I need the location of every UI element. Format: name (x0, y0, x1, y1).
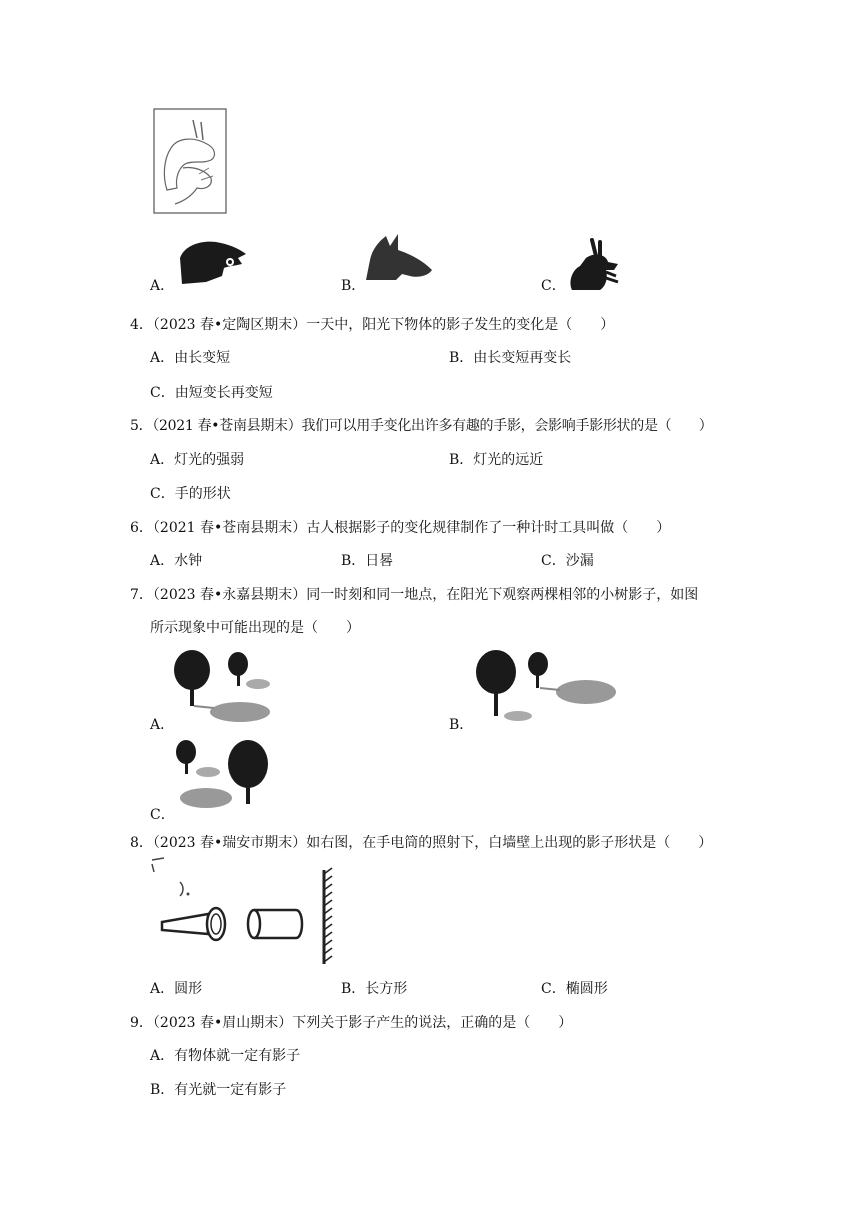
q8-option-a[interactable]: A．圆形 (150, 981, 203, 997)
question-7-stem-line2: 所示现象中可能出现的是（ ） (150, 620, 360, 636)
hand-shadow-photo (153, 108, 229, 216)
question-8-stem: 8．（2023 春•瑞安市期末）如右图，在手电筒的照射下，白墙壁上出现的影子形状是（ ） (130, 835, 713, 851)
question-7-stem-line1: 7．（2023 春•永嘉县期末）同一时刻和同一地点，在阳光下观察两棵相邻的小树影子，如图 (130, 587, 699, 603)
shadow-rabbit-image (566, 238, 626, 292)
q8-option-b[interactable]: B．长方形 (341, 981, 408, 997)
q7-option-b[interactable]: B． (449, 717, 474, 733)
question-5-stem: 5．（2021 春•苍南县期末）我们可以用手变化出许多有趣的手影，会影响手影形状的是（ ） (130, 418, 713, 434)
option-label: A． (150, 278, 175, 294)
option-label: B． (341, 278, 366, 294)
question-9-stem: 9．（2023 春•眉山期末）下列关于影子产生的说法，正确的是（ ） (130, 1015, 573, 1031)
q5-option-a[interactable]: A．灯光的强弱 (150, 452, 245, 468)
q7-option-a[interactable]: A． (150, 717, 175, 733)
q3-option-a[interactable] (150, 276, 174, 296)
shadow-eagle-image (176, 236, 250, 288)
q9-option-b[interactable]: B．有光就一定有影子 (150, 1082, 287, 1098)
option-label: C． (541, 278, 566, 294)
trees-shadow-a-image (170, 648, 280, 728)
q7-option-c[interactable]: C． (150, 807, 175, 823)
q6-option-a[interactable]: A．水钟 (150, 553, 203, 569)
shadow-dog-image (362, 232, 436, 284)
q6-option-b[interactable]: B．日晷 (341, 553, 394, 569)
q4-option-c[interactable]: C．由短变长再变短 (150, 385, 273, 401)
question-6-stem: 6．（2021 春•苍南县期末）古人根据影子的变化规律制作了一种计时工具叫做（ ） (130, 520, 671, 536)
q6-option-c[interactable]: C．沙漏 (541, 553, 594, 569)
q9-option-a[interactable]: A．有物体就一定有影子 (150, 1048, 301, 1064)
trees-shadow-c-image (174, 736, 284, 816)
q3-option-c[interactable] (541, 276, 566, 296)
trees-shadow-b-image (472, 648, 622, 724)
q8-option-c[interactable]: C．椭圆形 (541, 981, 608, 997)
q4-option-b[interactable]: B．由长变短再变长 (449, 350, 572, 366)
question-4-stem: 4．（2023 春•定陶区期末）一天中，阳光下物体的影子发生的变化是（ ） (130, 317, 615, 333)
q5-option-c[interactable]: C．手的形状 (150, 486, 231, 502)
q4-option-a[interactable]: A．由长变短 (150, 350, 231, 366)
q5-option-b[interactable]: B．灯光的远近 (449, 452, 544, 468)
flashlight-cylinder-wall-image (150, 852, 350, 970)
